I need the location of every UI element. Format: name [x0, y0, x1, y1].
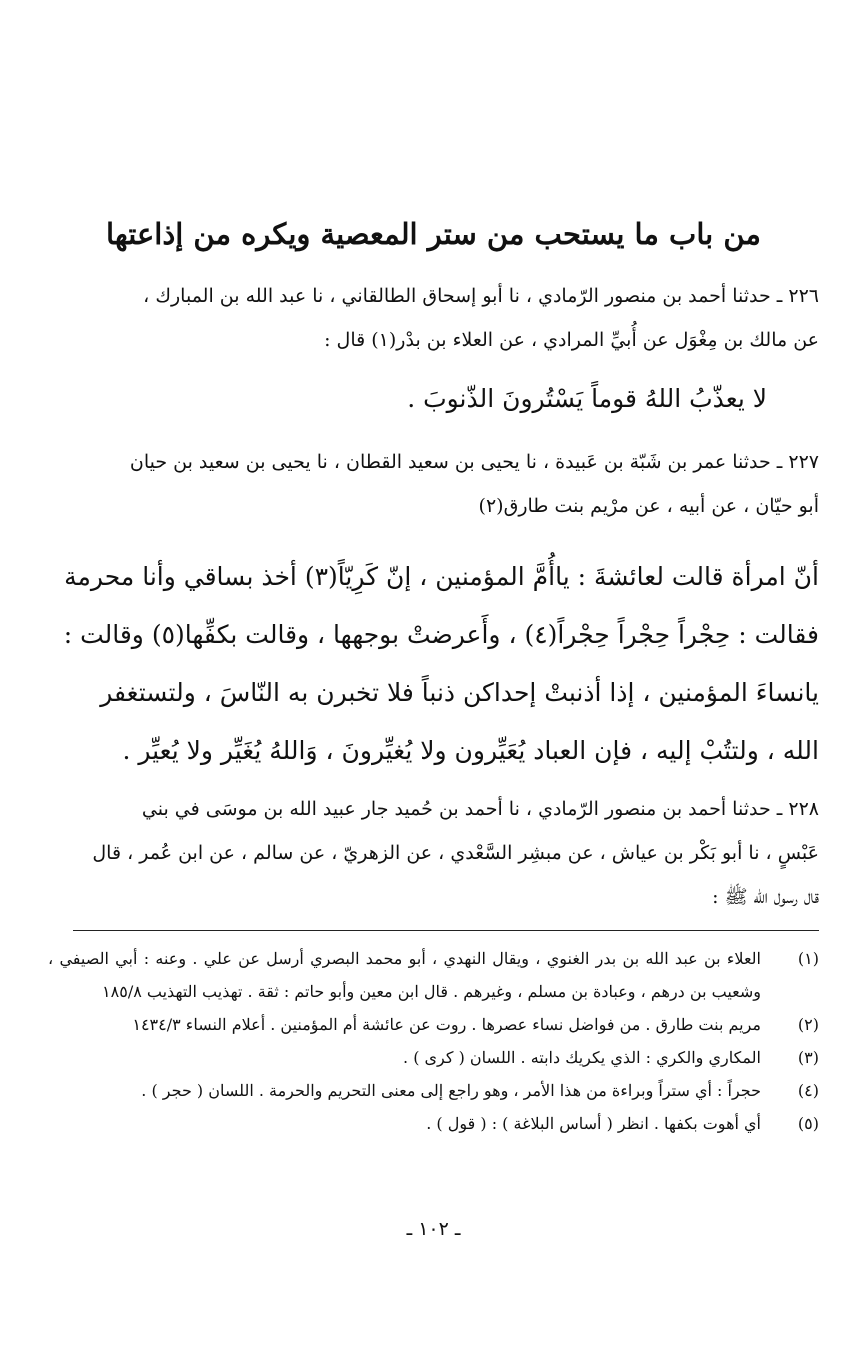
hadith-227-isnad: [48, 440, 819, 528]
chapter-title: من باب ما يستحب من ستر المعصية ويكره من إذاعتها: [106, 217, 761, 251]
footnote-number: (٥): [797, 1114, 819, 1133]
isnad-line: ٢٢٦ ـ حدثنا أحمد بن منصور الرّمادي ، نا أبو إسحاق الطالقاني ، نا عبد الله بن المبارك ،: [143, 285, 819, 307]
footnote-text: العلاء بن عبد الله بن بدر الغنوي ، ويقال النهدي ، أبو محمد البصري أرسل عن علي . وعنه : أبي الصيفي ، وشعيب بن درهم ، وعبادة بن مسلم ، وغيرهم . قال ابن معين وأبو حاتم : ثقة . تهذيب التهذيب ١٨٥/٨: [48, 949, 761, 1001]
footnote-divider: [73, 930, 819, 931]
matn-line: لا يعذّبُ اللهُ قوماً يَسْتُرونَ الذّنوبَ .: [407, 384, 767, 413]
isnad-line: ٢٢٧ ـ حدثنا عمر بن شَبّة بن عَبيدة ، نا يحيى بن سعيد القطان ، نا يحيى بن سعيد بن حيان: [129, 451, 819, 473]
footnote-number: (٢): [797, 1015, 819, 1034]
matn-line: يانساءَ المؤمنين ، إذا أذنبتْ إحداكن ذنباً فلا تخبرن به النّاسَ ، ولتستغفر: [100, 678, 819, 707]
footnote-2: [48, 1008, 819, 1041]
isnad-line: قال رسول الله ﷺ :: [712, 886, 819, 908]
footnote-text: المكاري والكري : الذي يكريك دابته . اللسان ( كرى ) .: [403, 1048, 761, 1067]
footnote-number: (٤): [797, 1081, 819, 1100]
matn-line: أنّ امرأة قالت لعائشةَ : ياأُمَّ المؤمنين ، إنّ كَرِيّاً(٣) أخذ بساقي وأنا محرمة: [64, 562, 819, 591]
footnote-text: حجراً : أي ستراً وبراءة من هذا الأمر ، وهو راجع إلى معنى التحريم والحرمة . اللسان ( حجر ) .: [141, 1081, 761, 1100]
footnote-3: [48, 1041, 819, 1074]
matn-line: الله ، ولتتُبْ إليه ، فإن العباد يُعَيِّرون ولا يُغيِّرونَ ، وَاللهُ يُغَيِّر ولا يُعيِّر .: [122, 736, 819, 765]
page-number: ـ ١٠٢ ـ: [406, 1218, 461, 1240]
footnotes: [48, 942, 819, 1140]
hadith-227-matn: [48, 548, 819, 780]
footnote-number: (١): [797, 949, 819, 968]
footnote-5: [48, 1107, 819, 1140]
footnote-4: [48, 1074, 819, 1107]
footnote-1: [48, 942, 819, 1008]
hadith-226-isnad: [48, 274, 819, 362]
footnote-text: أي أهوت بكفها . انظر ( أساس البلاغة ) : ( قول ) .: [426, 1114, 761, 1133]
isnad-line: أبو حيّان ، عن أبيه ، عن مرْيم بنت طارق(٢): [478, 495, 819, 517]
isnad-line: ٢٢٨ ـ حدثنا أحمد بن منصور الرّمادي ، نا أحمد بن حُميد جار عبيد الله بن موسَى في بني: [141, 798, 819, 820]
matn-line: فقالت : حِجْراً حِجْراً حِجْراً(٤) ، وأَعرضتْ بوجهها ، وقالت بكفِّها(٥) وقالت :: [63, 620, 819, 649]
hadith-228-isnad: [48, 787, 819, 919]
isnad-line: عن مالك بن مِغْوَل عن أُبيِّ المرادي ، عن العلاء بن بدْر(١) قال :: [324, 329, 819, 351]
footnote-number: (٣): [797, 1048, 819, 1067]
footnote-text: مريم بنت طارق . من فواضل نساء عصرها . روت عن عائشة أم المؤمنين . أعلام النساء ١٤٣٤/٣: [132, 1015, 761, 1034]
isnad-line: عَبْسٍ ، نا أبو بَكْر بن عياش ، عن مبشِر السَّعْدي ، عن الزهريّ ، عن سالم ، عن ابن عُمر ، قال: [92, 842, 819, 864]
hadith-226-matn: [48, 372, 767, 426]
